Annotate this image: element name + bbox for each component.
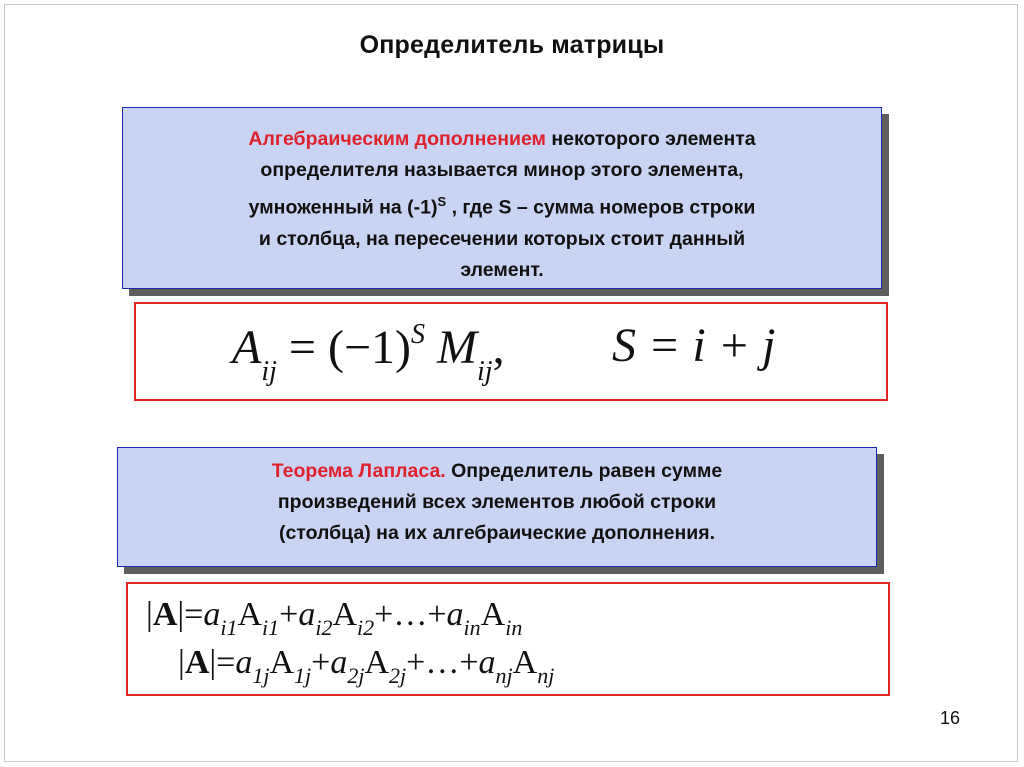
s-definition-formula: S = i + j — [612, 319, 776, 372]
matrix-symbol: A — [184, 644, 210, 681]
ellipsis-plus: +…+ — [374, 596, 447, 633]
exponent-s: S — [411, 319, 426, 350]
theorem-line-1-text: Определитель равен сумме — [445, 460, 723, 482]
slide-title: Определитель матрицы — [359, 31, 665, 59]
theorem-box — [117, 447, 877, 567]
definition-line-1-text: некоторого элемента — [551, 128, 756, 150]
det-bar-close: |= — [177, 596, 204, 633]
element-subscript: in — [463, 615, 481, 640]
definition-line-3 — [123, 186, 881, 224]
theorem-line-2: произведений всех элементов любой строки — [277, 491, 717, 513]
page-number: 16 — [940, 708, 961, 728]
cofactor-subscript: in — [505, 615, 523, 640]
cofactor-term: A — [332, 596, 358, 633]
definition-box — [122, 107, 882, 289]
cofactor-subscript: nj — [537, 663, 555, 688]
cofactor-subscript: 2j — [389, 663, 407, 688]
definition-line-3-end: , где S – сумма номеров строки — [446, 196, 756, 219]
row-expansion-formula — [146, 596, 523, 640]
det-bar-open: | — [178, 644, 185, 681]
definition-exponent: S — [437, 194, 447, 209]
formula-comma: , — [492, 321, 505, 374]
element-subscript: i2 — [315, 615, 333, 640]
cofactor-subscript: i1 — [262, 615, 280, 640]
cofactor-term: A — [269, 644, 295, 681]
element-term: a — [235, 644, 253, 681]
equals-sign: = — [276, 321, 328, 374]
element-term: a — [330, 644, 348, 681]
column-expansion-formula — [178, 644, 555, 688]
theorem-line-3: (столбца) на их алгебраические дополнения. — [278, 522, 716, 544]
element-term: a — [478, 644, 496, 681]
minus-one-term: (−1) — [327, 321, 412, 374]
cofactor-subscript: i2 — [357, 615, 375, 640]
definition-term: Алгебраическим дополнением — [248, 128, 546, 150]
cofactor-term: A — [364, 644, 390, 681]
matrix-symbol: A — [152, 596, 178, 633]
theorem-line-1 — [118, 456, 876, 487]
laplace-formula-box — [126, 582, 890, 696]
plus-sign: + — [311, 644, 331, 681]
element-subscript: nj — [495, 663, 513, 688]
theorem-term: Теорема Лапласа. — [271, 460, 446, 482]
minor-subscript: ij — [477, 356, 493, 387]
definition-line-3-start: умноженный на (-1) — [248, 196, 438, 219]
cofactor-formula — [232, 319, 505, 387]
element-subscript: i1 — [220, 615, 238, 640]
cofactor-symbol: A — [232, 321, 262, 374]
element-subscript: 2j — [347, 663, 365, 688]
definition-line-5: элемент. — [460, 258, 544, 281]
element-term: a — [446, 596, 464, 633]
cofactor-formula-box — [134, 302, 888, 401]
definition-line-4: и столбца, на пересечении которых стоит данный — [258, 227, 746, 250]
cofactor-term: A — [480, 596, 506, 633]
element-subscript: 1j — [252, 663, 270, 688]
plus-sign: + — [279, 596, 299, 633]
ellipsis-plus: +…+ — [406, 644, 479, 681]
det-bar-close: |= — [209, 644, 236, 681]
cofactor-term: A — [512, 644, 538, 681]
element-term: a — [203, 596, 221, 633]
cofactor-subscript: 1j — [294, 663, 312, 688]
definition-line-1 — [123, 124, 881, 155]
cofactor-subscript: ij — [261, 356, 277, 387]
det-bar-open: | — [146, 596, 153, 633]
element-term: a — [298, 596, 316, 633]
minor-symbol: M — [437, 321, 477, 374]
definition-line-2: определителя называется минор этого элемента, — [260, 159, 744, 181]
cofactor-term: A — [237, 596, 263, 633]
